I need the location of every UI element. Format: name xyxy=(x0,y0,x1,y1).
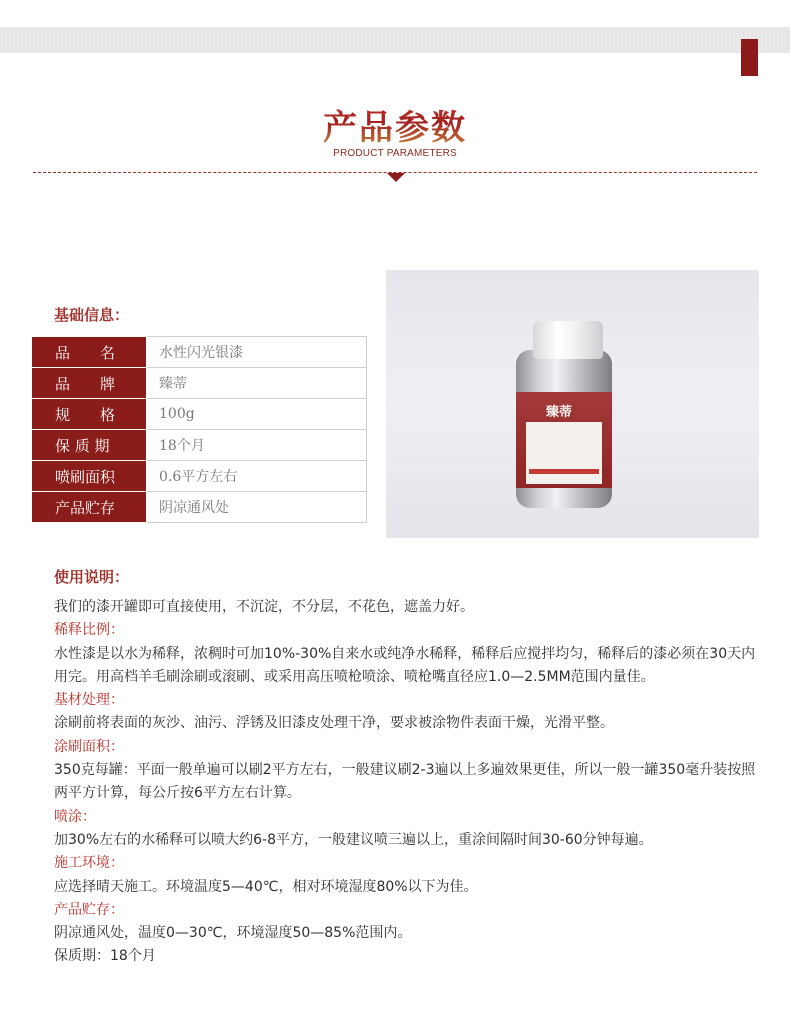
table-row xyxy=(33,492,367,523)
divider-arrow-icon xyxy=(387,173,405,182)
table-row xyxy=(33,430,367,461)
spec-table xyxy=(32,336,367,523)
jar-label-panel xyxy=(526,422,602,484)
product-photo xyxy=(386,270,759,538)
spec-value: 阴凉通风处 xyxy=(147,492,367,523)
usage-intro: 我们的漆开罐即可直接使用，不沉淀，不分层，不花色，遮盖力好。 xyxy=(54,599,474,615)
jar-label-stripe xyxy=(529,469,599,474)
section-title-storage: 产品贮存： xyxy=(54,901,124,918)
spec-label: 品 名 xyxy=(33,337,147,368)
section-title-substrate: 基材处理： xyxy=(54,692,124,709)
section-text-dilution: 水性漆是以水为稀释，浓稠时可加10%-30%自来水或纯净水稀释，稀释后应搅拌均匀，稀释后的漆必须在30天内用完。用高档羊毛刷涂刷或滚刷、或采用高压喷枪喷涂、喷枪嘴直径应1.0—2.5MM范围内量佳。 xyxy=(54,645,756,685)
usage-heading: 使用说明： xyxy=(54,568,130,586)
spec-label: 保 质 期 xyxy=(33,430,147,461)
section-text-environment: 应选择晴天施工。环境温度5—40℃，相对环境湿度80%以下为佳。 xyxy=(54,878,478,895)
table-row xyxy=(33,461,367,492)
shelf-life: 保质期：18个月 xyxy=(54,948,156,965)
section-text-spraying: 加30%左右的水稀释可以喷大约6-8平方，一般建议喷三遍以上，重涂间隔时间30-60分钟每遍。 xyxy=(54,831,653,848)
section-title-dilution: 稀释比例： xyxy=(54,622,124,639)
spec-value: 18个月 xyxy=(147,430,367,461)
section-title-environment: 施工环境： xyxy=(54,855,124,872)
spec-value: 水性闪光银漆 xyxy=(147,337,367,368)
spec-value: 0.6平方左右 xyxy=(147,461,367,492)
section-title-spraying: 喷涂： xyxy=(54,808,96,825)
table-row xyxy=(33,399,367,430)
section-title-coverage: 涂刷面积： xyxy=(54,738,124,755)
spec-label: 喷刷面积 xyxy=(33,461,147,492)
section-text-substrate: 涂刷前将表面的灰沙、油污、浮锈及旧漆皮处理干净，要求被涂物件表面干燥，光滑平整。 xyxy=(54,715,614,732)
jar-brand-logo: 臻蒂 xyxy=(546,405,573,420)
section-text-storage: 阴凉通风处，温度0—30℃，环境湿度50—85%范围内。 xyxy=(54,925,412,942)
spec-label: 品 牌 xyxy=(33,368,147,399)
jar-cap xyxy=(533,321,603,359)
table-row xyxy=(33,337,367,368)
top-accent-tab xyxy=(741,39,758,76)
spec-label: 产品贮存 xyxy=(33,492,147,523)
page-subtitle: PRODUCT PARAMETERS xyxy=(333,148,457,159)
page-title: 产品参数 xyxy=(0,100,790,149)
top-decorative-band xyxy=(0,27,790,53)
spec-label: 规 格 xyxy=(33,399,147,430)
spec-value: 100g xyxy=(147,399,367,430)
spec-value: 臻蒂 xyxy=(147,368,367,399)
usage-instructions xyxy=(54,596,762,969)
basic-info-heading: 基础信息： xyxy=(54,306,130,324)
table-row xyxy=(33,368,367,399)
section-text-coverage: 350克每罐：平面一般单遍可以刷2平方左右，一般建议刷2-3遍以上多遍效果更佳，所以一般一罐350毫升装按照两平方计算，每公斤按6平方左右计算。 xyxy=(54,762,756,802)
